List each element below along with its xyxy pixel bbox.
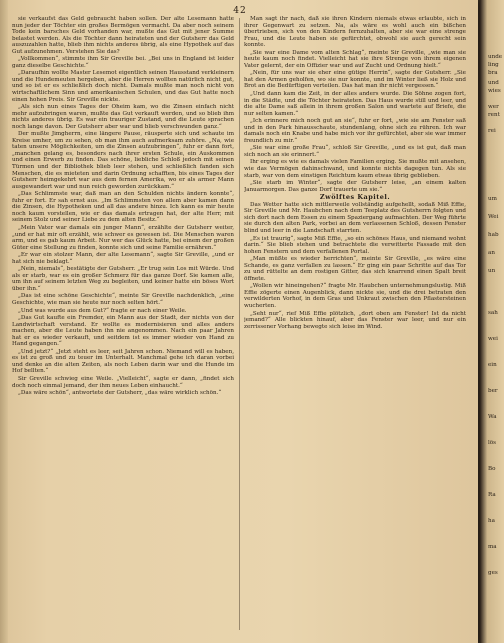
page-gutter bbox=[0, 0, 8, 643]
next-page-fragment: Bo bbox=[488, 466, 496, 472]
next-page-fragment: ma bbox=[488, 544, 497, 550]
paragraph: Man sagt ihr nach, daß sie ihren Kindern niemals etwas erlaubte, sich in ihrer Gegenwart zu setzen. Na, als wäre es wohl auch ein bißchen übertrieben, sich von den Kindern fernzuhalten, aber sie war eine strenge Frau, und die Leute haben sie gefürchtet, obwohl sie auch gerecht sein konnte. bbox=[244, 16, 466, 49]
paragraph: „Mein Vater war damals ein junger Mann“, erzählte der Gutsherr weiter, „und er hat mir oft erzählt, wie schwer es gewesen ist. Die Menschen waren arm, und es gab kaum Arbeit. Nur wer das Glück hatte, bei einem der großen Güter eine Stellung zu finden, konnte sich und seine Familie ernähren.“ bbox=[12, 224, 234, 251]
right-text-column bbox=[244, 16, 466, 636]
paragraph: Der mußte Jimgherrn, eine längere Pause, räusperte sich und schaute im Kreise umher, um zu sehen, ob man ihm auch aufmerksam zuhöre. „Na, wie taten unsere Möglichkeiten, um die Zinsen aufzubringen“, fuhr er dann fort, „manchen gelang es, besonders nach ihrer ersten Schule, ein Auskommen und einen Erwerb zu finden. Das schöne, liebliche Schloß jedoch mit seinen Türmen und der Bibliothek blieb leer stehen, und schließlich fanden sich Menschen, die es mieteten und darin Ordnung schafften, bis eines Tages der Gutsherr heimgekehrt war aus dem fernen Amerika, wo er als armer Mann ausgewandert war und nun reich geworden zurückkam.“ bbox=[12, 131, 234, 190]
paragraph: Das Wetter hatte sich mittlerweile vollständig aufgehellt, sodaß Miß Effie, Sir Greville und Mr. Haubchen nach dem Teeplatz des Gutsherrn folgten und sich dort nach dem Essen zu einem Spaziergang aufmachten. Der Weg führte sie durch den alten Park, vorbei an dem verlassenen Schloß, dessen Fenster blind und leer in die Landschaft starrten. bbox=[244, 201, 466, 234]
paragraph: „Es ist traurig“, sagte Miß Effie, „so ein schönes Haus, und niemand wohnt darin.“ Sie blieb stehen und betrachtete die verwitterte Fassade mit den hohen Fenstern und dem verfallenen Portal. bbox=[244, 235, 466, 255]
next-page-fragment: Wa bbox=[488, 414, 497, 420]
left-text-column bbox=[12, 16, 234, 636]
next-page-fragment: wer bbox=[488, 104, 499, 110]
paragraph: „Man müßte es wieder herrichten“, meinte Sir Greville, „es wäre eine Schande, es ganz verfallen zu lassen.“ Er ging ein paar Schritte auf das Tor zu und rüttelte an dem rostigen Gitter, das sich knarrend einen Spalt breit öffnete. bbox=[244, 256, 466, 282]
next-page-fragment: ber bbox=[488, 388, 498, 394]
paragraph: „Daraufhin wollte Master Lesemot eigentlich seinen Hausstand verkleinern und die Hundemeuten hergeben, aber die Herren wollten natürlich nicht gut, und so ist er es schließlich doch nicht. Damals mußte man noch nicht von wirtschaftlichem Sinn und amerikanischen Schulen, und das Gut hatte noch einen hohen Preis. Sir Greville nickte. bbox=[12, 70, 234, 103]
paragraph: „Seht nur“, rief Miß Effie plötzlich, „dort oben am Fenster! Ist da nicht jemand?“ Alle blickten hinauf, aber das Fenster war leer, und nur ein zerrissener Vorhang bewegte sich leise im Wind. bbox=[244, 310, 466, 330]
next-page-fragment: sah bbox=[488, 310, 498, 316]
next-page-fragment: Wei bbox=[488, 214, 499, 220]
paragraph: „Und dann kam die Zeit, in der alles anders wurde. Die Söhne zogen fort, in die Städte, und die Töchter heirateten. Das Haus wurde still und leer, und die alte Dame saß allein in ihrem großen Salon und wartete auf Briefe, die nur selten kamen.“ bbox=[244, 91, 466, 117]
paragraph: sie verkaufst das Geld gebraucht haben sollen. Der alte Lesemann hatte nun jeder der Töchter ein großes Bermögen vermacht. Da aber noch seinem Tode kein barsches Geld vorhanden war, mußte das Gut mit jener Summe belastet werden. Als die Töchter dann heirateten und der Gutsherr das Geld auszuzahlen hatte, blieb ihm nichts anderes übrig, als eine Hypothek auf das Gut aufzunehmen. Verstehen Sie das? bbox=[12, 16, 234, 55]
paragraph: „Sie starb im Winter“, sagte der Gutsherr leise, „an einem kalten Januarmorgen. Das ganze Dorf trauerte um sie.“ bbox=[244, 180, 466, 193]
paragraph: „Nein, für uns war sie eher eine gütige Herrin“, sagte der Gutsherr. „Sie hat den Armen geholfen, wo sie nur konnte, und im Winter ließ sie Holz und Brot an die Bedürftigen verteilen. Das hat man ihr nicht vergessen.“ bbox=[244, 70, 466, 90]
paragraph: „Vollkommen“, stimmte ihm Sir Greville bei. „Bei uns in England ist leider ganz dieselbe Geschichte.“ bbox=[12, 56, 234, 69]
column-divider bbox=[239, 18, 240, 630]
next-page-fragment: rei bbox=[488, 128, 496, 134]
next-page-fragment: ling bbox=[488, 62, 499, 68]
next-page-fragment: wies bbox=[488, 88, 501, 94]
next-page-fragment: ges bbox=[488, 570, 498, 576]
paragraph: „Und jetzt?“ „Jetzt steht es leer, seit Jahren schon. Niemand will es haben, es ist zu groß und zu teuer im Unterhalt. Manchmal gehe ich daran vorbei und denke an die alten Zeiten, als noch Leben darin war und die Hunde im Hof bellten.“ bbox=[12, 348, 234, 375]
next-page-fragment: unde bbox=[488, 54, 503, 60]
paragraph: Ihr erging es wie es damals vielen Familien erging. Sie mußte mit ansehen, wie das Vermögen dahinschwand, und konnte nichts dagegen tun. Als sie starb, war von dem einstigen Reichtum kaum etwas übrig geblieben. bbox=[244, 159, 466, 179]
next-page-fragment: un bbox=[488, 268, 496, 274]
paragraph: „Das ist eine schöne Geschichte“, meinte Sir Greville nachdenklich, „eine Geschichte, wie man sie heute nur noch selten hört.“ bbox=[12, 293, 234, 306]
paragraph: „Wollen wir hineingehen?“ fragte Mr. Haubchen unternehmungslustig. Miß Effie zögerte einen Augenblick, dann nickte sie, und die drei betraten den verwilderten Vorhof, in dem Gras und Unkraut zwischen den Pflastersteinen wucherten. bbox=[244, 283, 466, 309]
adjacent-page-edge bbox=[480, 0, 504, 643]
paragraph: „Nein, niemals“, bestätigte der Gutsherr. „Er trug sein Los mit Würde. Und als er starb, war es ein großer Schmerz für das ganze Dorf. Sie kamen alle, um ihn auf seinem letzten Weg zu begleiten, und keiner hatte ein böses Wort über ihn.“ bbox=[12, 266, 234, 292]
paragraph: „Sie war eine Dame vom alten Schlag“, meinte Sir Greville, „wie man sie heute kaum noch findet. Vielleicht hat sie ihre Strenge von ihrem eigenen Vater gelernt, der ein Offizier war und auf Zucht und Ordnung hielt.“ bbox=[244, 49, 466, 69]
next-page-fragment: lös bbox=[488, 440, 497, 446]
next-page-fragment: hab bbox=[488, 232, 499, 238]
paragraph: „Sie war eine große Frau“, schloß Sir Greville, „und es ist gut, daß man sich noch an sie erinnert.“ bbox=[244, 145, 466, 158]
chapter-heading: Zwölftes Kapitel. bbox=[319, 193, 391, 202]
next-page-fragment: bra bbox=[488, 70, 498, 76]
paragraph: „Ich erinnere mich noch gut an sie“, fuhr er fort, „wie sie am Fenster saß und in den Park hinausschaute, stundenlang, ohne sich zu rühren. Ich war damals noch ein Knabe und habe mich vor ihr gefürchtet, aber sie war immer freundlich zu mir.“ bbox=[244, 118, 466, 144]
next-page-fragment: ha bbox=[488, 518, 495, 524]
paragraph: „Und was wurde aus dem Gut?“ fragte er nach einer Weile. bbox=[18, 307, 187, 314]
paragraph: „Als sich nun eines Tages der Oheim kam, wo die Zinsen einfach nicht mehr aufzubringen waren, mußte das Gut verkauft werden, und so blieb ihm nichts anderes übrig. Es war ein trauriger Zustand, und die Leute sprachen noch lange davon. Der Gutsherr aber war und blieb verschwunden ganz.“ bbox=[12, 104, 234, 130]
next-page-fragment: und bbox=[488, 80, 499, 86]
paragraph: „Das Schlimmste war, daß man an den Schulden nichts ändern konnte“, fuhr er fort. Er sah ernst aus. „Im Schlimmsten von allem aber kamen dann die Zinsen, die Hypotheken und all das andere hinzu. Ich kann es mir heute noch kaum vorstellen, wie er das damals ertragen hat, der alte Herr, mit seinem Stolz und seiner Liebe zu dem alten Besitz.“ bbox=[12, 191, 234, 224]
next-page-fragment: an bbox=[488, 250, 495, 256]
paragraph: „Das wäre schön“, antwortete der Gutsherr, „das wäre wirklich schön.“ bbox=[18, 390, 222, 397]
paragraph: „Er war ein stolzer Mann, der alte Lesemann“, sagte Sir Greville, „und er hat sich nie beklagt.“ bbox=[12, 252, 234, 265]
paragraph: „Das Gut kaufte ein Fremder, ein Mann aus der Stadt, der nichts von der Landwirtschaft verstand. Er wollte es modernisieren und alles anders machen, aber die Leute haben ihn nie angenommen. Nach ein paar Jahren hat er es wieder verkauft, und seitdem ist es immer wieder von Hand zu Hand gegangen.“ bbox=[12, 315, 234, 348]
next-page-fragment: Ra bbox=[488, 492, 496, 498]
next-page-fragment: rent bbox=[488, 112, 500, 118]
next-page-fragment: um bbox=[488, 196, 497, 202]
paragraph: Sir Greville schwieg eine Weile. „Vielleicht“, sagte er dann, „findet sich doch noch einmal jemand, der ihm neues Leben einhaucht.“ bbox=[12, 375, 234, 389]
next-page-fragment: wei bbox=[488, 336, 498, 342]
page-number: 42 bbox=[233, 6, 247, 16]
next-page-fragment: ein bbox=[488, 362, 497, 368]
